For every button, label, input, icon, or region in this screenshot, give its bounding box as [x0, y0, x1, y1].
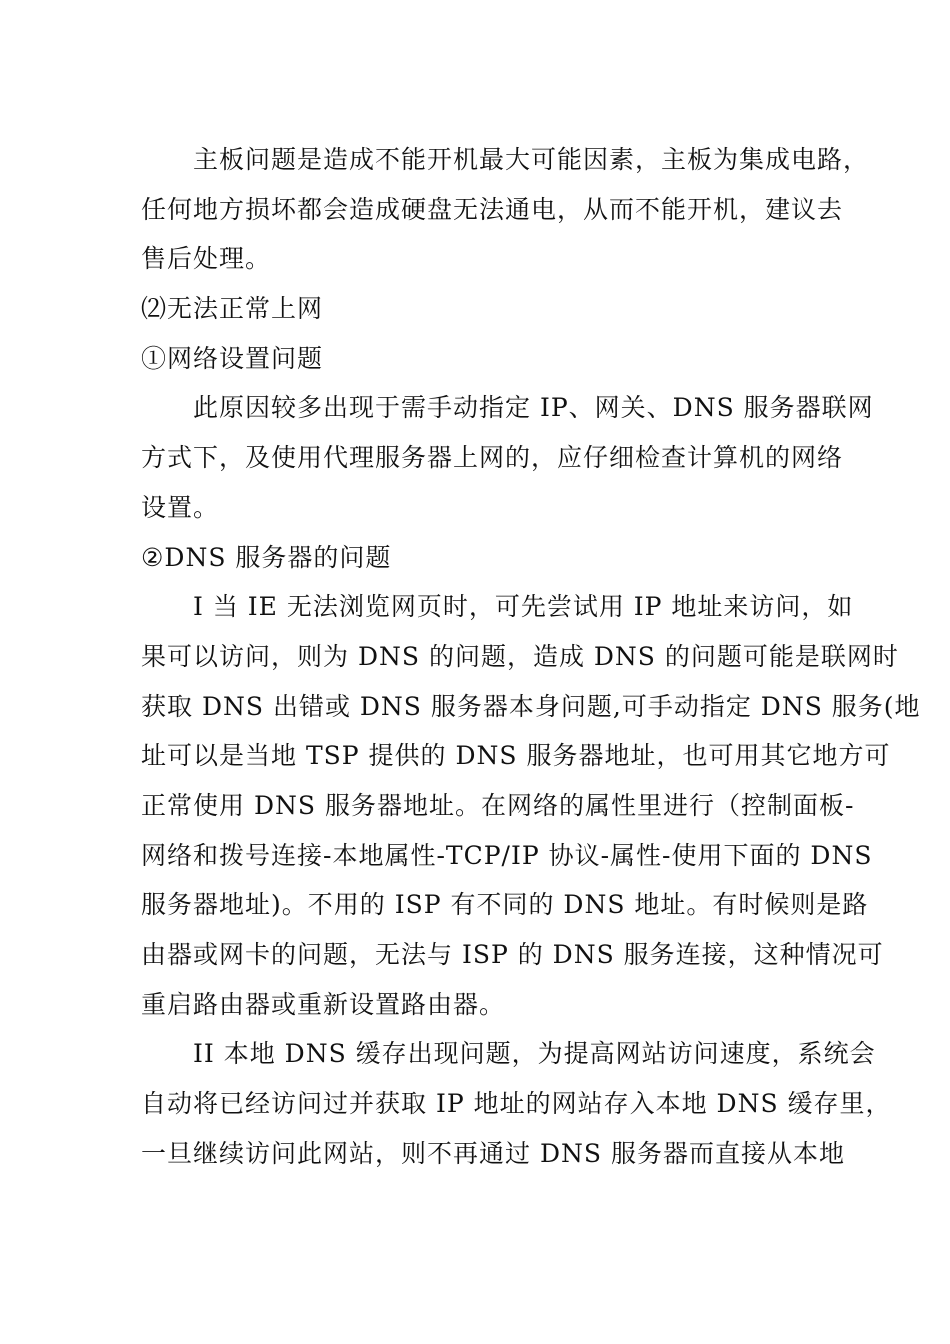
- text-line: 服务器地址)。不用的 ISP 有不同的 DNS 地址。有时候则是路: [141, 890, 869, 920]
- section-heading: ⑵无法正常上网: [141, 294, 324, 324]
- text-line: 由器或网卡的问题，无法与 ISP 的 DNS 服务连接，这种情况可: [141, 940, 884, 969]
- text-line: II 本地 DNS 缓存出现问题，为提高网站访问速度，系统会: [193, 1039, 876, 1069]
- text-line: 此原因较多出现于需手动指定 IP、网关、DNS 服务器联网: [193, 393, 874, 423]
- text-line: 售后处理。: [141, 244, 272, 274]
- subsection-heading: ①网络设置问题: [141, 343, 324, 373]
- text-line: I 当 IE 无法浏览网页时，可先尝试用 IP 地址来访问，如: [193, 592, 854, 622]
- text-line: 获取 DNS 出错或 DNS 服务器本身问题,可手动指定 DNS 服务(地: [141, 691, 921, 721]
- text-line: 设置。: [141, 492, 220, 522]
- text-line: 果可以访问，则为 DNS 的问题，造成 DNS 的问题可能是联网时: [141, 641, 899, 671]
- subsection-heading: ②DNS 服务器的问题: [141, 542, 392, 572]
- text-line: 任何地方损坏都会造成硬盘无法通电，从而不能开机，建议去: [141, 194, 844, 224]
- document-body: [141, 135, 921, 1178]
- text-line: 网络和拨号连接-本地属性-TCP/IP 协议-属性-使用下面的 DNS: [141, 840, 873, 870]
- text-line: 址可以是当地 TSP 提供的 DNS 服务器地址，也可用其它地方可: [141, 741, 891, 771]
- text-line: 方式下，及使用代理服务器上网的，应仔细检查计算机的网络: [141, 443, 844, 473]
- text-line: 正常使用 DNS 服务器地址。在网络的属性里进行（控制面板-: [141, 790, 855, 820]
- text-line: 重启路由器或重新设置路由器。: [141, 989, 506, 1019]
- text-line: 一旦继续访问此网站，则不再通过 DNS 服务器而直接从本地: [141, 1138, 845, 1168]
- text-line: 自动将已经访问过并获取 IP 地址的网站存入本地 DNS 缓存里，: [141, 1089, 892, 1119]
- text-line: 主板问题是造成不能开机最大可能因素，主板为集成电路，: [193, 145, 870, 174]
